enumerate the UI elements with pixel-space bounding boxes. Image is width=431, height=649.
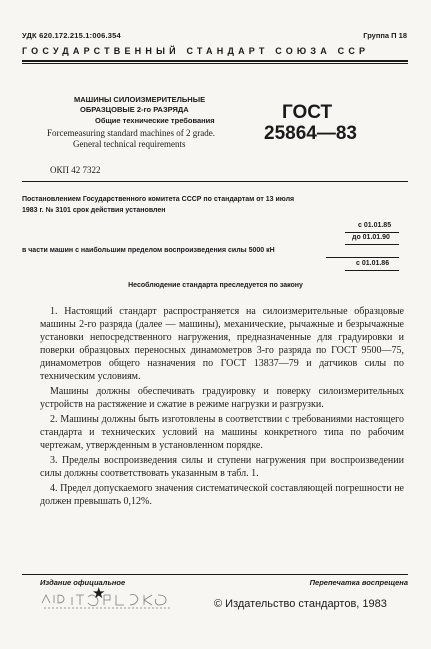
footer-rule bbox=[22, 574, 408, 575]
decree-line1: Постановлением Государственного комитета СССР по стандартам от 13 июля bbox=[22, 196, 295, 203]
paragraph: 3. Пределы воспроизведения силы и ступени нагружения при воспроизведении силы должны соответствовать указанным в табл. 1. bbox=[40, 455, 404, 479]
udc-code: УДК 620.172.215.1:006.354 bbox=[22, 31, 121, 40]
gost-number: 25864—83 bbox=[264, 123, 357, 144]
section-rule bbox=[22, 181, 408, 182]
part-rule bbox=[326, 257, 399, 258]
star-icon: ★ bbox=[92, 586, 106, 602]
title-en-line2: General technical requirements bbox=[73, 139, 186, 149]
group-code: Группа П 18 bbox=[363, 31, 407, 40]
law-notice: Несоблюдение стандарта преследуется по закону bbox=[128, 282, 303, 289]
header-rule bbox=[22, 60, 408, 62]
title-ru-line3: Общие технические требования bbox=[95, 116, 215, 125]
paragraph: Машины должны обеспечивать градуировку и поверку силоизмерительных устройств на растяжение и сжатие в режиме нагрузки и разгрузки. bbox=[40, 386, 404, 410]
decree-part-line: в части машин с наибольшим пределом воспроизведения силы 5000 кН bbox=[22, 247, 275, 254]
paragraph: 1. Настоящий стандарт распространяется на силоизмерительные образцовые машины 2-го разряда (далее — машины), механические, рычажные и безрычажные установки непосредственного нагружения, предназначенные для градуировки и поверки образцовых переносных динамометров 3-го разряда по ГОСТ 9500—75, динамометров общего назначения по ГОСТ 13837—79 и датчиков силы по техническим условиям. bbox=[40, 306, 404, 382]
okp-code: ОКП 42 7322 bbox=[50, 165, 101, 175]
gost-label: ГОСТ bbox=[282, 102, 333, 123]
official-edition: Издание официальное bbox=[40, 578, 126, 587]
reprint-prohibited: Перепечатка воспрещена bbox=[309, 578, 408, 587]
state-standard-heading: ГОСУДАРСТВЕННЫЙ СТАНДАРТ СОЮЗА ССР bbox=[22, 46, 370, 56]
body-text bbox=[40, 305, 404, 510]
title-en-line1: Forcemeasuring standard machines of 2 grade. bbox=[47, 128, 215, 138]
date-rule bbox=[345, 244, 399, 245]
title-ru-line2: ОБРАЗЦОВЫЕ 2-го РАЗРЯДА bbox=[80, 105, 189, 114]
effective-date-from: с 01.01.85 bbox=[358, 222, 392, 229]
part-effective-date: с 01.01.86 bbox=[356, 260, 390, 267]
date-rule bbox=[345, 270, 399, 271]
copyright: © Издательство стандартов, 1983 bbox=[214, 598, 387, 610]
date-rule bbox=[345, 232, 399, 233]
effective-date-to: до 01.01.90 bbox=[352, 234, 390, 241]
paragraph: 4. Предел допускаемого значения систематической составляющей погрешности не должен превышать 0,12%. bbox=[40, 483, 404, 507]
header-rule-thin bbox=[22, 63, 408, 64]
paragraph: 2. Машины должны быть изготовлены в соответствии с требованиями настоящего стандарта и технических условий на машины конкретного типа по рабочим чертежам, утвержденным в установленном порядке. bbox=[40, 414, 404, 451]
library-stamp bbox=[40, 589, 175, 611]
title-ru-line1: МАШИНЫ СИЛОИЗМЕРИТЕЛЬНЫЕ bbox=[74, 95, 206, 104]
decree-line2: 1983 г. № 3101 срок действия установлен bbox=[22, 207, 166, 214]
